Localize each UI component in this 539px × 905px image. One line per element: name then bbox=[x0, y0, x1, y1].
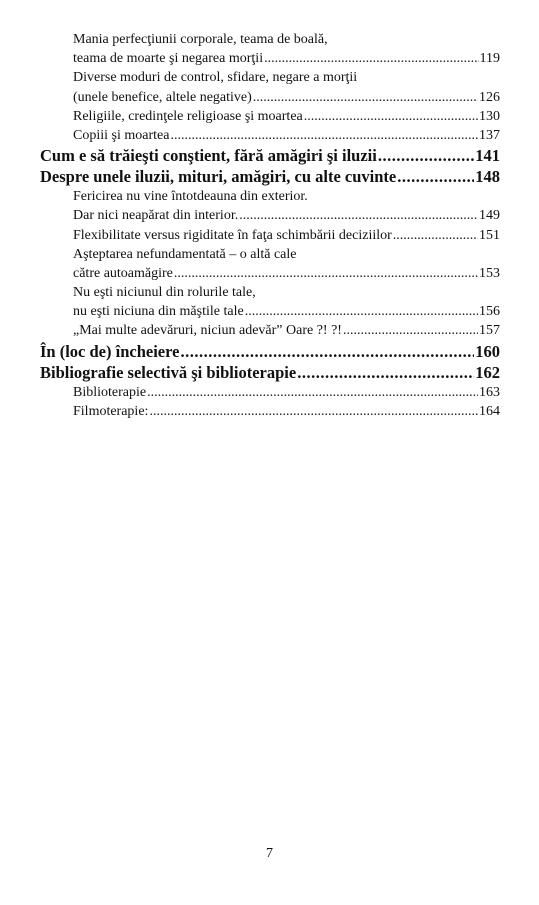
dot-leader bbox=[147, 383, 478, 402]
dot-leader bbox=[297, 362, 474, 383]
dot-leader bbox=[378, 145, 474, 166]
dot-leader bbox=[180, 341, 474, 362]
toc-page-number: 163 bbox=[479, 384, 500, 400]
toc-entry-title: (unele benefice, altele negative) bbox=[73, 89, 252, 105]
toc-page-number: 137 bbox=[479, 127, 500, 143]
toc-entry-title: Cum e să trăieşti conştient, fără amăgiri şi iluzii bbox=[40, 146, 377, 166]
dot-leader bbox=[393, 226, 478, 245]
toc-entry-title: În (loc de) încheiere bbox=[40, 341, 180, 361]
toc-section-entry bbox=[40, 49, 500, 68]
toc-section-entry bbox=[40, 383, 500, 402]
toc-page-number: 119 bbox=[479, 51, 500, 67]
toc-section-entry bbox=[40, 226, 500, 245]
toc-section-entry bbox=[40, 30, 500, 49]
toc-section-entry bbox=[40, 68, 500, 87]
page-number: 7 bbox=[266, 846, 273, 861]
dot-leader bbox=[264, 49, 478, 68]
toc-page-number: 157 bbox=[479, 323, 500, 339]
toc-page-number: 162 bbox=[475, 362, 500, 382]
toc-entry-title: Religiile, credinţele religioase şi moartea bbox=[73, 108, 303, 124]
dot-leader bbox=[397, 166, 474, 187]
toc-entry-title: Copiii şi moartea bbox=[73, 127, 170, 143]
toc-entry-title: Filmoterapie: bbox=[73, 403, 149, 419]
toc-section-entry bbox=[40, 206, 500, 225]
toc-chapter-entry bbox=[40, 166, 500, 187]
toc-section-entry bbox=[40, 245, 500, 264]
toc-section-entry bbox=[40, 88, 500, 107]
toc-chapter-entry bbox=[40, 362, 500, 383]
toc-page-number: 153 bbox=[479, 265, 500, 281]
toc-section-entry bbox=[40, 302, 500, 321]
toc-section-entry bbox=[40, 126, 500, 145]
toc-page-number: 148 bbox=[475, 167, 500, 187]
toc-entry-title: Aşteptarea nefundamentată – o altă cale bbox=[73, 246, 297, 262]
dot-leader bbox=[304, 107, 478, 126]
toc-page-number: 141 bbox=[475, 146, 500, 166]
dot-leader bbox=[174, 264, 478, 283]
toc-section-entry bbox=[40, 321, 500, 340]
dot-leader bbox=[149, 402, 478, 421]
toc-page-number: 130 bbox=[479, 108, 500, 124]
toc-entry-title: nu eşti niciuna din măştile tale bbox=[73, 304, 244, 320]
toc-entry-title: Bibliografie selectivă şi biblioterapie bbox=[40, 362, 297, 382]
toc-section-entry bbox=[40, 402, 500, 421]
toc-entry-title: „Mai multe adevăruri, niciun adevăr” Oare ?! ?! bbox=[73, 323, 342, 339]
toc-page-number: 149 bbox=[479, 208, 500, 224]
toc-entry-title: Despre unele iluzii, mituri, amăgiri, cu alte cuvinte bbox=[40, 167, 397, 187]
toc-section-entry bbox=[40, 264, 500, 283]
toc-entry-title: Fericirea nu vine întotdeauna din exterior. bbox=[73, 189, 308, 205]
dot-leader bbox=[245, 302, 478, 321]
toc-page-number: 151 bbox=[479, 227, 500, 243]
table-of-contents bbox=[40, 30, 500, 421]
toc-page-number: 160 bbox=[475, 341, 500, 361]
dot-leader bbox=[253, 88, 478, 107]
dot-leader bbox=[239, 206, 478, 225]
toc-section-entry bbox=[40, 107, 500, 126]
dot-leader bbox=[343, 321, 478, 340]
toc-entry-title: Dar nici neapărat din interior. bbox=[73, 208, 239, 224]
toc-page-number: 164 bbox=[479, 403, 500, 419]
toc-entry-title: teama de moarte şi negarea morţii bbox=[73, 51, 264, 67]
toc-page-number: 126 bbox=[479, 89, 500, 105]
toc-entry-title: către autoamăgire bbox=[73, 265, 173, 281]
toc-section-entry bbox=[40, 283, 500, 302]
toc-entry-title: Flexibilitate versus rigiditate în faţa schimbării deciziilor bbox=[73, 227, 392, 243]
toc-section-entry bbox=[40, 187, 500, 206]
toc-entry-title: Biblioterapie bbox=[73, 384, 147, 400]
toc-page-number: 156 bbox=[479, 304, 500, 320]
toc-entry-title: Mania perfecţiunii corporale, teama de boală, bbox=[73, 32, 328, 47]
toc-chapter-entry bbox=[40, 145, 500, 166]
toc-entry-title: Diverse moduri de control, sfidare, negare a morţii bbox=[73, 70, 358, 86]
toc-chapter-entry bbox=[40, 341, 500, 362]
toc-entry-title: Nu eşti niciunul din rolurile tale, bbox=[73, 285, 256, 301]
dot-leader bbox=[170, 126, 478, 145]
